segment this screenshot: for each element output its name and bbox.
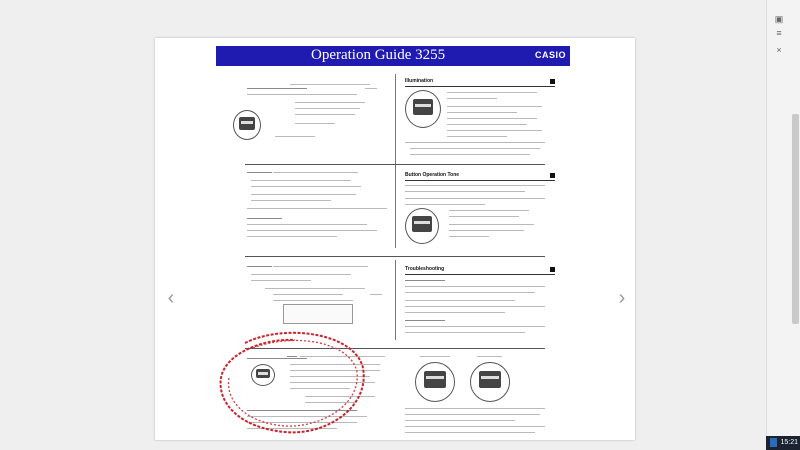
text-line (295, 123, 335, 124)
note-box (283, 304, 353, 324)
text-line (447, 124, 527, 125)
next-page-button[interactable] (614, 287, 630, 309)
brand-logo: CASIO (534, 50, 566, 60)
text-line (273, 300, 353, 301)
red-scribble-annotation (215, 328, 365, 438)
row-divider (245, 164, 545, 165)
text-line (273, 294, 343, 295)
text-line (247, 266, 272, 267)
text-line (447, 92, 537, 93)
text-line (295, 108, 360, 109)
text-line (295, 114, 355, 115)
text-line (251, 194, 356, 195)
text-line (247, 230, 377, 231)
text-line (410, 148, 540, 149)
text-line (447, 118, 537, 119)
text-line (405, 142, 545, 143)
page-header (216, 46, 570, 66)
column-divider (395, 260, 396, 340)
text-line (449, 230, 524, 231)
watch-illustration (405, 90, 441, 128)
watch-illustration (470, 362, 510, 402)
text-line (247, 172, 272, 173)
text-line (247, 218, 282, 219)
text-line (405, 320, 445, 321)
section-rule (405, 274, 555, 275)
text-line (405, 198, 545, 199)
text-line (247, 88, 307, 89)
text-line (449, 224, 534, 225)
watch-illustration (415, 362, 455, 402)
section-marker-icon (550, 267, 555, 272)
text-line (449, 236, 489, 237)
text-line (447, 106, 542, 107)
text-line (247, 94, 357, 95)
previous-page-button[interactable] (163, 287, 179, 309)
text-line (477, 356, 502, 357)
text-line (251, 200, 331, 201)
column-divider (395, 168, 396, 248)
text-line (251, 186, 361, 187)
section-heading-button-tone: Button Operation Tone (405, 172, 460, 178)
watch-illustration (233, 110, 261, 140)
text-line (405, 280, 445, 281)
text-line (370, 294, 382, 295)
text-line (405, 312, 505, 313)
text-line (449, 210, 529, 211)
document-page (155, 38, 635, 440)
section-heading-troubleshooting: Troubleshooting (405, 266, 445, 272)
text-line (405, 332, 525, 333)
pin-icon[interactable]: ▣ (774, 14, 784, 24)
text-line (275, 136, 315, 137)
text-line (365, 88, 377, 89)
text-line (405, 420, 515, 421)
scrollbar-thumb[interactable] (792, 114, 799, 324)
text-line (405, 286, 545, 287)
watch-illustration (405, 208, 439, 244)
text-line (273, 266, 368, 267)
text-line (405, 300, 515, 301)
text-line (405, 326, 545, 327)
text-line (449, 216, 519, 217)
text-line (295, 102, 365, 103)
text-line (265, 288, 365, 289)
row-divider (245, 256, 545, 257)
text-line (447, 136, 507, 137)
section-marker-icon (550, 79, 555, 84)
section-rule (405, 180, 555, 181)
text-line (420, 356, 450, 357)
text-line (447, 130, 542, 131)
language-indicator-icon[interactable] (770, 438, 777, 447)
text-line (447, 112, 517, 113)
vertical-scrollbar[interactable] (766, 0, 800, 450)
section-marker-icon (550, 173, 555, 178)
text-line (251, 274, 351, 275)
section-rule (405, 86, 555, 87)
text-line (405, 185, 545, 186)
text-line (447, 98, 497, 99)
text-line (405, 306, 545, 307)
text-line (251, 180, 351, 181)
taskbar-clock[interactable]: 15:21 (780, 439, 798, 446)
close-icon[interactable]: × (776, 45, 782, 55)
section-heading-illumination: Illumination (405, 78, 434, 84)
text-line (405, 292, 535, 293)
text-line (251, 280, 311, 281)
text-line (273, 172, 358, 173)
text-line (405, 414, 540, 415)
text-line (405, 191, 525, 192)
taskbar (766, 436, 800, 450)
chevron-right-icon: › (618, 287, 626, 309)
text-line (247, 224, 367, 225)
text-line (410, 154, 530, 155)
text-line (405, 432, 535, 433)
text-line (405, 204, 485, 205)
text-line (290, 84, 370, 85)
text-line (247, 208, 387, 209)
text-line (405, 408, 545, 409)
text-line (247, 236, 337, 237)
page-title: Operation Guide 3255 (311, 47, 446, 63)
menu-icon[interactable]: ≡ (776, 28, 782, 38)
chevron-left-icon: ‹ (167, 287, 175, 309)
text-line (405, 426, 545, 427)
